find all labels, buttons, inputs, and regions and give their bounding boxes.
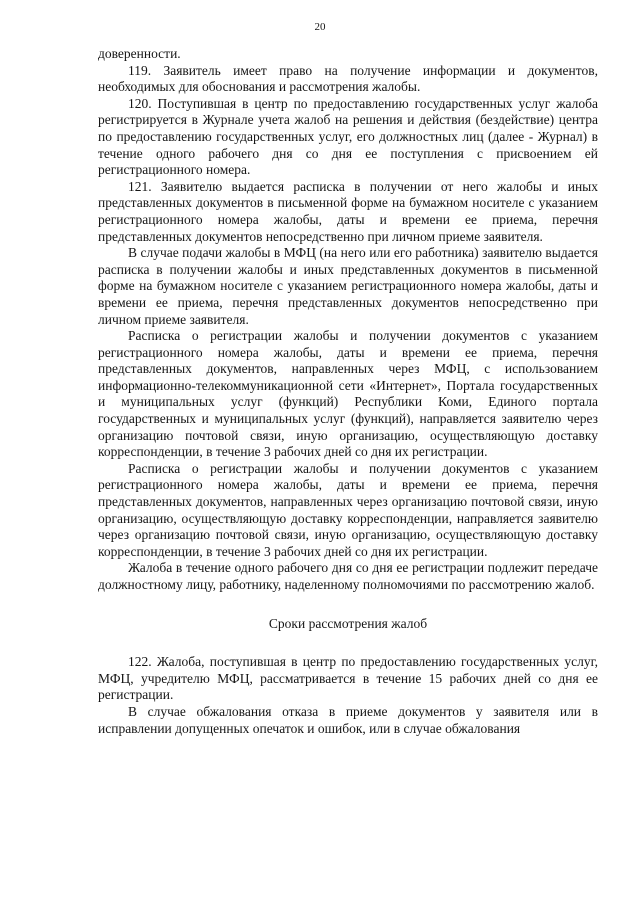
paragraph: 122. Жалоба, поступившая в центр по предоставлению государственных услуг, МФЦ, учредителю МФЦ, рассматривается в течение 15 рабочих дней со дня ее регистрации. — [98, 654, 598, 703]
paragraph: 119. Заявитель имеет право на получение информации и документов, необходимых для обоснования и рассмотрения жалобы. — [98, 62, 598, 95]
paragraph: Расписка о регистрации жалобы и получении документов с указанием регистрационного номера жалобы, даты и времени ее приема, перечня представленных документов, направленных через МФЦ, с использованием информационно-телекоммуникационной сети «Интернет», Портала государственных и муниципальных услуг (функций) Республики Коми, Единого портала государственных и муниципальных услуг (функций), направляется заявителю через организацию почтовой связи, иную организацию, осуществляющую доставку корреспонденции, в течение 3 рабочих дней со дня их регистрации. — [98, 328, 598, 460]
document-body — [98, 46, 598, 737]
paragraph: Жалоба в течение одного рабочего дня со дня ее регистрации подлежит передаче должностному лицу, работнику, наделенному полномочиями по рассмотрению жалоб. — [98, 560, 598, 592]
paragraph: Расписка о регистрации жалобы и получении документов с указанием регистрационного номера жалобы, даты и времени ее приема, перечня представленных документов, направленных через организацию почтовой связи, иную организацию, осуществляющую доставку корреспонденции, направляется заявителю через организацию почтовой связи, иную организацию, осуществляющую доставку корреспонденции, в течение 3 рабочих дней со дня их регистрации. — [98, 460, 598, 559]
paragraph: 120. Поступившая в центр по предоставлению государственных услуг жалоба регистрируется в Журнале учета жалоб на решения и действия (бездействие) центра по предоставлению государственных услуг, его должностных лиц (далее - Журнал) в течение одного рабочего дня со дня ее поступления с присвоением ей регистрационного номера. — [98, 95, 598, 178]
paragraph: В случае подачи жалобы в МФЦ (на него или его работника) заявителю выдается расписка в получении жалобы и иных представленных документов в письменной форме на бумажном носителе с указанием регистрационного номера жалобы, даты и времени ее приема, перечня представленных документов непосредственно при личном приеме заявителя. — [98, 245, 598, 327]
paragraph: В случае обжалования отказа в приеме документов у заявителя или в исправлении допущенных опечаток и ошибок, или в случае обжалования — [98, 703, 598, 736]
section-heading: Сроки рассмотрения жалоб — [268, 615, 428, 631]
paragraph: 121. Заявителю выдается расписка в получении от него жалобы и иных представленных документов в письменной форме на бумажном носителе с указанием регистрационного номера жалобы, даты и времени ее приема, перечня представленных документов непосредственно при личном приеме заявителя. — [98, 178, 598, 244]
paragraph: доверенности. — [98, 46, 181, 61]
page-number: 20 — [314, 21, 326, 33]
